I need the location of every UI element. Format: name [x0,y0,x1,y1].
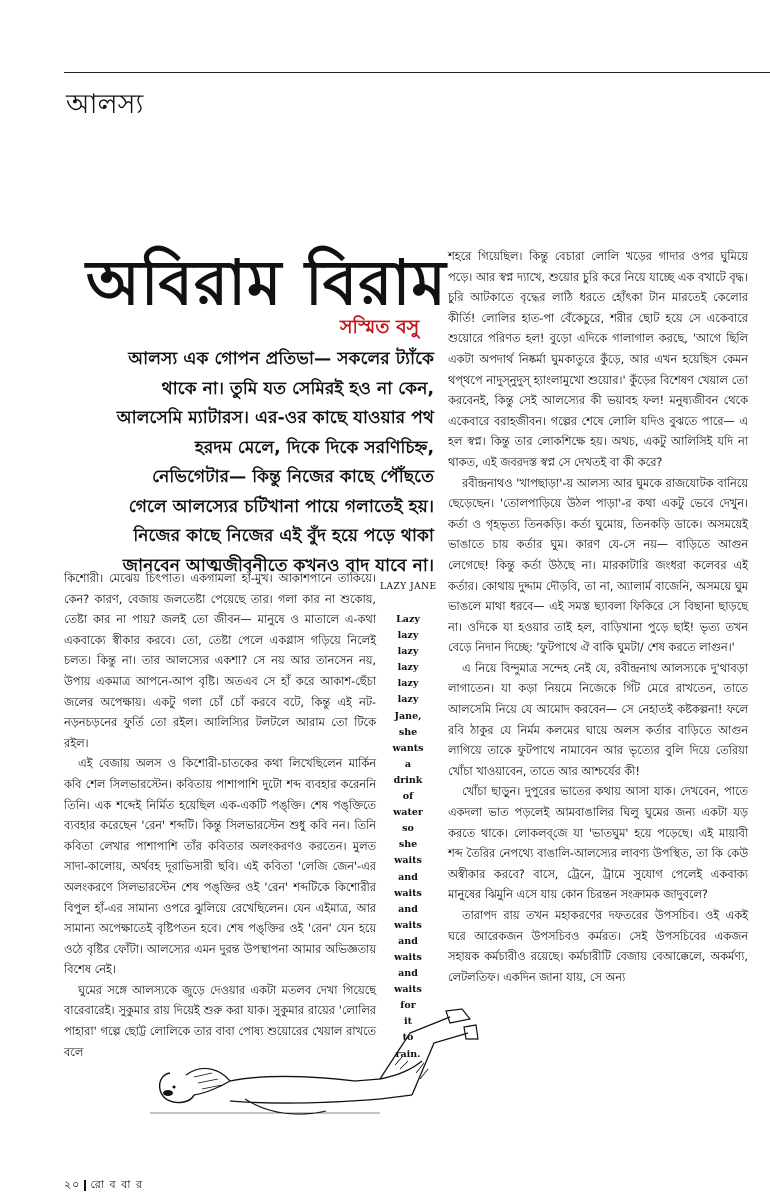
body-column-right [448,247,748,988]
poem-word: and [398,903,418,915]
poem-word: waits [394,951,422,963]
article-headline: অবিরাম বিরাম [86,246,447,319]
article-deck [62,345,434,581]
body-paragraph: ঘুমের সঙ্গে আলস্যকে জুড়ে দেওয়ার একটা মতলব দেখা গিয়েছে বারেবারেই। সুকুমার রায় দিয়েই শুরু করা যাক। সুকুমার রায়ের 'লোলির পাহারা' গল্পে ছোট্ট লোলিকে তার বাবা পোষ্য শুয়োরের খেয়াল রাখতে বলে [64,983,376,1059]
deck-line: গেলে আলস্যের চটিখানা পায়ে গলাতেই হয়। [128,496,434,517]
poem-title: LAZY JANE [380,582,437,592]
poem-word: Jane, [394,710,422,722]
body-paragraph: খোঁচা ছাড়ুন। দুপুরের ভাতের কথায় আসা যাক। দেখবেন, পাতে একদলা ভাত পড়লেই আমবাঙালির ঘিলু ঘুমের জন্য একটা যড় করতে থাকে। লোকলব্‌জে যা 'ভাতঘুম' হয়ে পড়েছে। এই মায়াবী শব্দ তৈরির নেপথ্যে বাঙালি-আলস্যের লাবণ্য উপস্থিত, তা কি কেউ অস্বীকার করবে? বাসে, ট্রেনে, ট্রামে সুযোগ পেলেই একবাক্য মানুষের ঝিমুনি এসে যায় কোন চিরন্তন সংক্রামক জাদুবলে? [448,785,748,902]
deck-line: জানবেন আত্মজীবনীতে কখনও বাদ যাবে না। [122,555,434,576]
poem-word: and [398,935,418,947]
poem-word: a [404,758,412,770]
poem-word: rain. [395,1048,421,1060]
magazine-name: রো ব বা র [90,1178,143,1191]
poem-word: Lazy [396,614,420,625]
page-number: ২০ [64,1178,81,1191]
deck-line: আলসেমি ম্যাটারস। এর-ওর কাছে যাওয়ার পথ [116,408,434,428]
poem-word: water [393,807,423,819]
section-title: আলস্য [66,89,144,120]
footer-divider [84,1180,86,1191]
top-rule [64,72,770,73]
poem-word: wants [392,742,424,754]
poem-word: waits [394,887,422,899]
deck-line: থাকে না। তুমি যত সেমিরই হও না কেন, [161,378,434,399]
body-paragraph: শহরে গিয়েছিল। কিন্তু বেচারা লোলি খড়ের গাদার ওপর ঘুমিয়ে পড়ে। আর স্বপ্ন দ্যাখে, শুয়োর চুরি করে নিয়ে যাচ্ছে এক বখাটে বৃদ্ধ। চুরি আটকাতে বৃদ্ধের লাঠি ধরতে হোঁৎকা টান মারতেই কেলোর কীর্তি! লোলির হাত-পা বেঁকেচুরে, শরীর ছোট হয়ে সে একেবারে শুয়োরে পরিণত হল! বুড়ো এদিকে গালাগাল করছে, 'আগে ছিলি একটা অপদার্থ নিষ্কর্মা ঘুমকাতুরে কুঁড়ে, আর এখন হয়েছিস কেমন থপ্‌থপে নাদুস্‌নুদুস্‌ হ্যাংলামুখো শুয়োর।' কুঁড়ের বিশেষণ খেয়াল তো করবেনই, কিন্তু সেই আলস্যের কী ভয়াবহ ফল! মনুষ্যজীবন থেকে একেবারে বরাহজীবন। গল্পের শেষে লোলি যদিও বুঝতে পারে— এ হল স্বপ্ন। কিন্তু তার লোকশিক্ষে হয়। অথচ, একটু আলিসিই যদি না থাকত, এই জবরদস্ত স্বপ্ন সে দেখতই বা কী করে? [448,250,748,469]
poem-word: so [402,823,414,835]
body-paragraph: তারাপদ রায় তখন মহাকরণের দফতরের উপসচিব। ওই একই ঘরে আরেকজন উপসচিবও কর্মরত। সেই উপসচিবের একজন সহায়ক কর্মচারীও রয়েছে। কর্মচারীটি বেজায় বেআক্কেলে, অকর্মণ্য, লেটলতিফ। একদিন জানা যায়, সে অন্য [448,909,748,984]
body-paragraph: এ নিয়ে বিন্দুমাত্র সন্দেহ নেই যে, রবীন্দ্রনাথ আলস্যকে দু'থাবড়া লাগাতেন। যা কড়া নিয়মে নিজেকে গিঁট মেরে রাখতেন, তাতে আলসেমি নিয়ে যে আমোদ করবেন— সে নেহাতই কষ্টকল্পনা! ফলে রবি ঠাকুর যে নির্মম কলমের ঘায়ে অলস কর্তার বাড়িতে আগুন লাগিয়ে তাকে ফুটপাথে নামাবেন আর ভৃত্যের বুলি দিয়ে তেরিয়া খোঁচা খাওয়াবেন, তাতে আর আশ্চর্যের কী! [448,661,748,778]
poem-word: and [398,968,418,980]
body-paragraph: এই বেজায় অলস ও কিশোরী-চাতকের কথা লিখেছিলেন মার্কিন কবি শেল সিলভারস্টেন। কবিতায় পাশাপাশি দুটো শব্দ ব্যবহার করেননি তিনি। এক শব্দেই নির্মিত হয়েছিল এক-একটি পঙ্‌ক্তি। শেষ পঙ্‌ক্তিতে ব্যবহার করেছেন 'রেন' শব্দটি। কিন্তু সিলভারস্টেন শুধু কবি নন। তিনি কবিতা লেখার পাশাপাশি তাঁর কবিতার অলংকরণও করতেন। মুলত সাদা-কালোয়, অর্থবহ দূরাভিসারী ছবি। এই কবিতা 'লেজি জেন'-এর অলংকরণে সিলভারস্টেন শেষ পঙ্‌ক্তির ওই 'রেন' শব্দটিকে কিশোরীর বিপুল হাঁ-এর সামান্য ওপরে ঝুলিয়ে রেখেছিলেন। যেন এইমাত্র, আর সামান্য অপেক্ষাতেই বৃষ্টিপতন হবে। শেষ পঙ্‌ক্তির ওই 'রেন' যেন হয়ে ওঠে বৃষ্টির ফোঁটা। আলস্যের এমন দুরন্ত উপস্থাপনা আমার অভিজ্ঞতায় বিশেষ নেই। [64,757,376,977]
body-paragraph: কিশোরী। মেঝেয় চিৎপাত। একগামলা হাঁ-মুখ। আকাশপানে তাকিয়ে। কেন? কারণ, বেজায় জলতেষ্টা পেয়েছে তার। গলা কার না শুকোয়, তেষ্টা কার না পায়? জলই তো জীবন— মানুষে ও মাতালে এ-কথা একবাক্যে স্বীকার করবে। তো, তেষ্টা পেলে একগ্লাস গড়িয়ে নিলেই চলত। কিন্তু না। তার আলস্যের একশা? সে নয় আর তানসেন নয়, উপায় একমাত্র আপনে-আপ বৃষ্টি। অতএব সে হাঁ করে আকাশ-ছেঁচা জলের অপেক্ষায়। একটু গলা চোঁ চোঁ করবে বটে, কিন্তু এই নট-নড়নচড়নের ফুর্তি তো রইল। আলিস্যির টলটলে আরাম তো টিকে রইল। [64,572,376,750]
poem-word: she [398,726,418,738]
poem-lazy-jane [388,612,428,1063]
poem-word: lazy [397,662,419,674]
poem-word: lazy [397,694,419,706]
page-footer [64,1176,143,1195]
body-paragraph: রবীন্দ্রনাথও 'খাপছাড়া'-য় আলস্য আর ঘুমকে রাজযোটক বানিয়ে ছেড়েছেন। 'তোলপাড়িয়ে উঠল পাড়া'-র কথা একটু ভেবে দেখুন। কর্তা ও গৃহভৃত্য তিনকড়ি। কর্তা ঘুমোয়, তিনকড়ি ডাকে। অসময়েই ভাঙাতে চায় কর্তার ঘুম। কারণ যে-সে নয়— বাড়িতে আগুন লেগেছে! কিন্তু কর্তা উঠছে না। মারকাটারি জংধরা কলেবর এই কর্তার। কোথায় দুদ্দাম দৌড়বি, তা না, অ্যালার্ম বাজেনি, অসময়ে ঘুম ভাঙলে মাথা ধরবে— এই সমস্ত ছ্যাবলা ফিকিরে সে বিছানা ছাড়ছে না। ওদিকে যা হওয়ার তাই হল, বাড়িখানা পুড়ে ছাই! ভৃত্য তখন বেড়ে নিদান দিচ্ছে: 'ফুটপাথে ঐ বাকি ঘুমটা/ শেষ করতে লাগুন।' [448,476,748,655]
poem-word: waits [394,919,422,931]
deck-line: নেভিগেটার— কিন্তু নিজের কাছে পৌঁছতে [152,467,434,487]
poem-word: for [400,1000,416,1012]
poem-word: lazy [397,630,419,642]
deck-line: আলস্য এক গোপন প্রতিভা— সকলের ট্যাঁকে [128,349,434,369]
poem-word: of [402,791,414,803]
poem-word: waits [394,984,422,996]
poem-word: and [398,871,418,883]
deck-line: নিজের কাছে নিজের এই বুঁদ হয়ে পড়ে থাকা [133,526,434,546]
article-byline: সস্মিত বসু [340,316,420,338]
poem-word: lazy [397,646,419,658]
poem-word: drink [393,774,423,786]
deck-line: হরদম মেলে, দিকে দিকে সরণিচিহ্ন, [194,437,434,458]
poem-word: it [404,1016,412,1028]
poem-word: she [398,839,418,851]
poem-word: waits [394,855,422,867]
lazy-girl-lying-illustration [150,1003,480,1123]
body-column-left [64,569,376,1063]
poem-word: lazy [397,678,419,690]
poem-word: to [402,1032,414,1044]
